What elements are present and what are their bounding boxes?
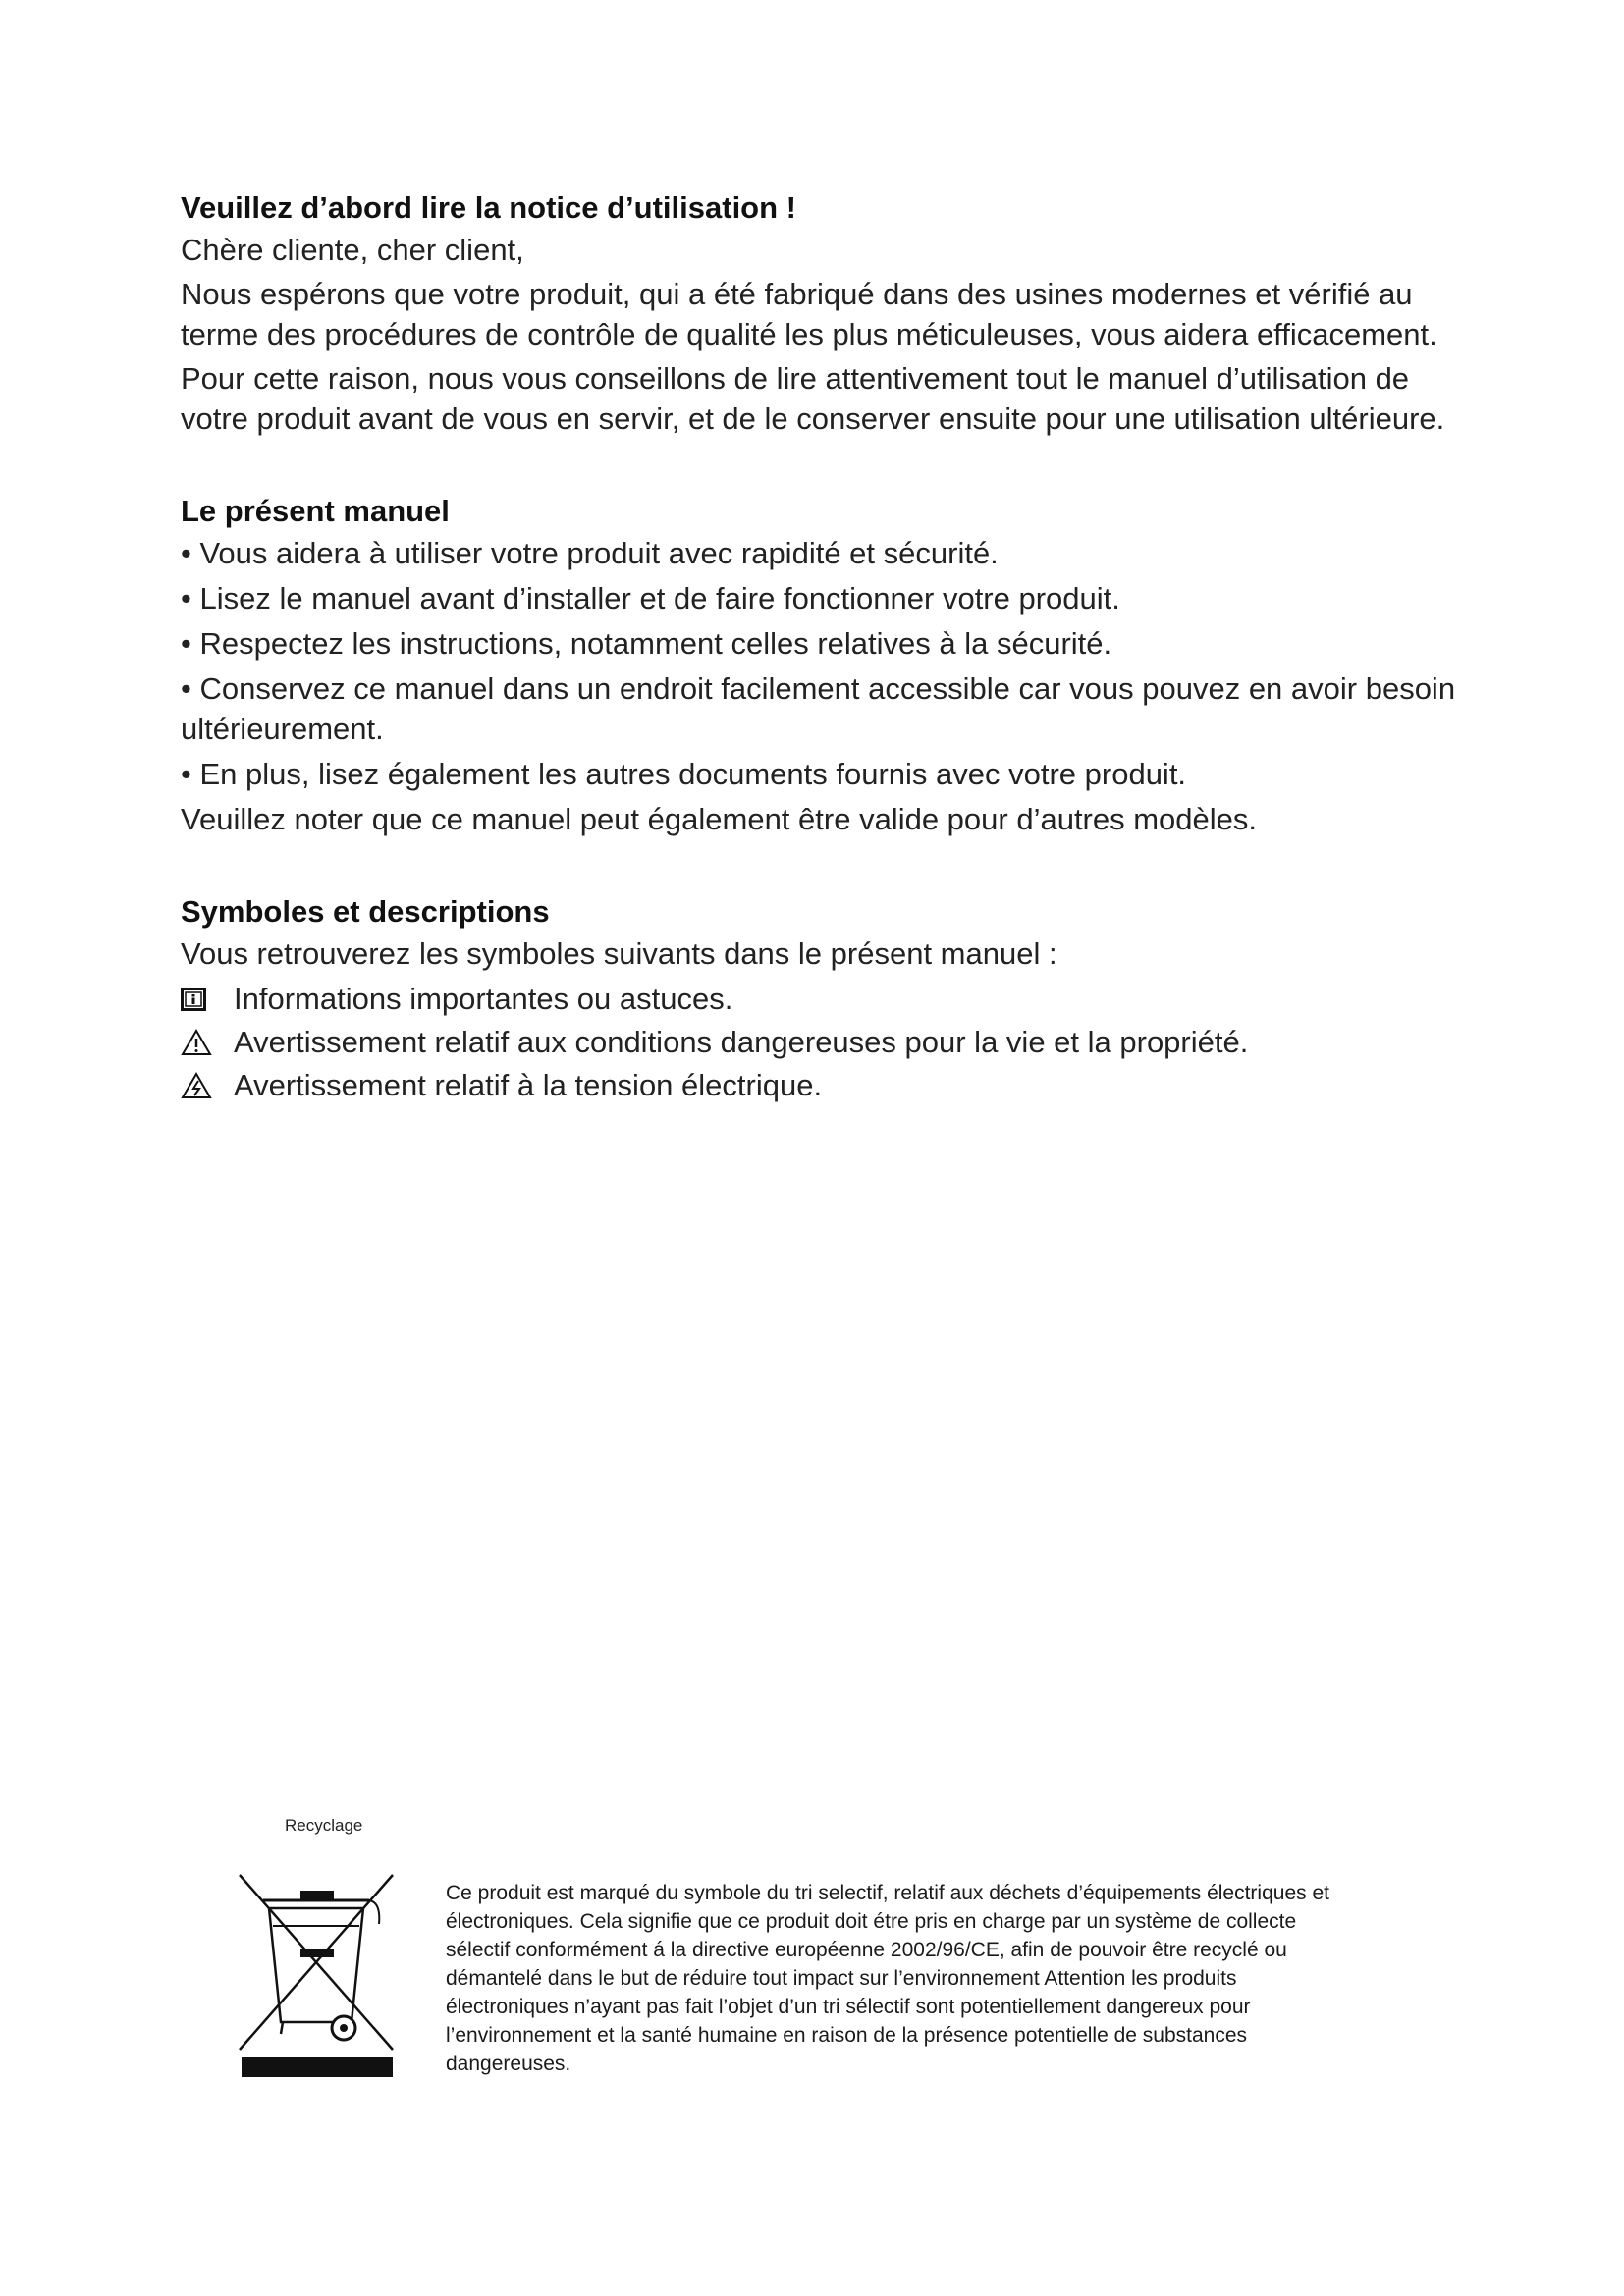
symbol-row-info	[181, 978, 1457, 1021]
recycling-caption: Recyclage	[285, 1816, 363, 1835]
symbols-title: Symboles et descriptions	[181, 894, 550, 929]
manual-bullet: • Conservez ce manuel dans un endroit facilement accessible car vous pouvez en avoir besoin ultérieurement.	[181, 671, 1456, 746]
symbol-info-text: Informations importantes ou astuces.	[234, 982, 733, 1016]
manual-bullet: • En plus, lisez également les autres documents fournis avec votre produit.	[181, 757, 1187, 791]
manual-bullet: • Lisez le manuel avant d’installer et de faire fonctionner votre produit.	[181, 581, 1120, 615]
recycling-text: Ce produit est marqué du symbole du tri selectif, relatif aux déchets d’équipements électriques et électroniques. Cela signifie que ce produit doit étre pris en charge par un système de collecte sélectif conformément á la directive européenne 2002/96/CE, afin de pouvoir être recyclé ou démantelé dans le but de réduire tout impact sur l’environnement Attention les produits électroniques n’ayant pas fait l’objet d’un tri sélectif sont potentiellement dangereux pour l’environnement et la santé humaine en raison de la présence potentielle de substances dangereuses.	[446, 1882, 1329, 2075]
symbol-row-warning	[181, 1021, 1457, 1064]
symbols-intro: Vous retrouverez les symboles suivants dans le présent manuel :	[181, 936, 1057, 971]
symbol-row-electric	[181, 1064, 1457, 1107]
manual-bullet: • Vous aidera à utiliser votre produit avec rapidité et sécurité.	[181, 536, 999, 570]
intro-title: Veuillez d’abord lire la notice d’utilisation !	[181, 190, 796, 225]
symbol-warning-text: Avertissement relatif aux conditions dangereuses pour la vie et la propriété.	[234, 1025, 1249, 1059]
electric-warning-icon	[181, 1064, 234, 1107]
symbol-electric-text: Avertissement relatif à la tension électrique.	[234, 1068, 823, 1102]
greeting: Chère cliente, cher client,	[181, 233, 524, 267]
warning-icon	[181, 1021, 234, 1064]
manual-bullet: • Respectez les instructions, notamment celles relatives à la sécurité.	[181, 626, 1112, 661]
document-page	[181, 187, 1457, 1107]
intro-paragraph-2: Pour cette raison, nous vous conseillons de lire attentivement tout le manuel d’utilisation de votre produit avant de vous en servir, et de le conserver ensuite pour une utilisation ultérieure.	[181, 361, 1445, 436]
crossed-wheelie-bin-icon	[236, 1843, 398, 2077]
manual-note: Veuillez noter que ce manuel peut également être valide pour d’autres modèles.	[181, 802, 1258, 836]
recycling-notice	[236, 1816, 1335, 2101]
intro-paragraph-1: Nous espérons que votre produit, qui a été fabriqué dans des usines modernes et vérifié au terme des procédures de contrôle de qualité les plus méticuleuses, vous aidera efficacement.	[181, 277, 1437, 351]
manual-title: Le présent manuel	[181, 494, 450, 528]
info-icon	[181, 978, 234, 1021]
